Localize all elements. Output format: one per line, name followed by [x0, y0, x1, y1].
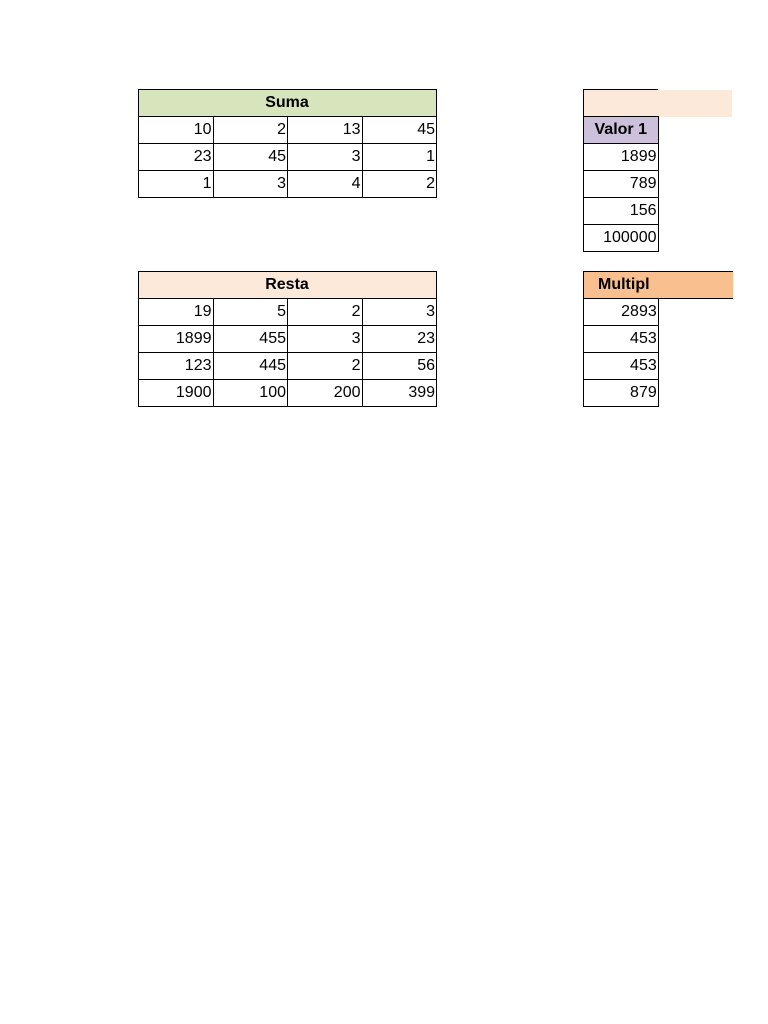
table-cell[interactable]: 2 [362, 171, 437, 198]
table-cell[interactable]: 1 [139, 171, 214, 198]
table-row [139, 380, 437, 407]
table-row [584, 299, 734, 326]
valor-header[interactable]: Valor 1 [584, 117, 659, 144]
table-cell[interactable]: 19 [139, 299, 214, 326]
table-row [139, 326, 437, 353]
table-row [584, 380, 734, 407]
table-row [139, 299, 437, 326]
table-cell[interactable]: 2 [288, 299, 363, 326]
table-cell[interactable]: 2 [288, 353, 363, 380]
table-cell[interactable]: 1900 [139, 380, 214, 407]
table-row [584, 117, 733, 144]
table-cell[interactable]: 45 [213, 144, 288, 171]
table-cell[interactable]: 45 [362, 117, 437, 144]
valor-cell[interactable]: 789 [584, 171, 659, 198]
table-cell[interactable]: 56 [362, 353, 437, 380]
table-cell[interactable]: 23 [139, 144, 214, 171]
table-row [584, 225, 733, 252]
table-cell[interactable]: 200 [288, 380, 363, 407]
resta-title[interactable]: Resta [139, 272, 437, 299]
suma-table [138, 89, 437, 198]
table-cell[interactable]: 3 [288, 326, 363, 353]
table-cell[interactable]: 23 [362, 326, 437, 353]
valor-band-cell[interactable] [584, 90, 659, 117]
suma-title[interactable]: Suma [139, 90, 437, 117]
table-cell[interactable]: 3 [213, 171, 288, 198]
table-row [584, 326, 734, 353]
table-cell[interactable]: 2 [213, 117, 288, 144]
table-row [139, 117, 437, 144]
multiplicacion-cell[interactable]: 879 [584, 380, 659, 407]
table-cell[interactable]: 5 [213, 299, 288, 326]
table-cell[interactable]: 13 [288, 117, 363, 144]
valor-band-fill [658, 90, 733, 117]
table-cell[interactable]: 399 [362, 380, 437, 407]
table-row [584, 353, 734, 380]
valor-cell[interactable]: 156 [584, 198, 659, 225]
table-cell[interactable]: 3 [288, 144, 363, 171]
table-row [139, 353, 437, 380]
valor-top-band [584, 90, 733, 117]
table-row [139, 171, 437, 198]
table-cell[interactable]: 4 [288, 171, 363, 198]
table-cell[interactable]: 1 [362, 144, 437, 171]
multiplicacion-header-fill [658, 272, 733, 299]
valor-cell[interactable]: 100000 [584, 225, 659, 252]
table-row [139, 144, 437, 171]
table-row [584, 198, 733, 225]
valor-cell[interactable]: 1899 [584, 144, 659, 171]
resta-table [138, 271, 437, 407]
table-cell[interactable]: 123 [139, 353, 214, 380]
table-cell[interactable]: 1899 [139, 326, 214, 353]
table-row [584, 272, 734, 299]
table-cell[interactable]: 455 [213, 326, 288, 353]
table-row [584, 171, 733, 198]
multiplicacion-cell[interactable]: 2893 [584, 299, 659, 326]
multiplicacion-cell[interactable]: 453 [584, 326, 659, 353]
table-row [584, 144, 733, 171]
table-cell[interactable]: 100 [213, 380, 288, 407]
multiplicacion-table [583, 271, 733, 407]
table-cell[interactable]: 10 [139, 117, 214, 144]
table-cell[interactable]: 3 [362, 299, 437, 326]
table-cell[interactable]: 445 [213, 353, 288, 380]
multiplicacion-cell[interactable]: 453 [584, 353, 659, 380]
valor-table [583, 89, 733, 252]
multiplicacion-header[interactable]: Multipl [584, 272, 659, 299]
